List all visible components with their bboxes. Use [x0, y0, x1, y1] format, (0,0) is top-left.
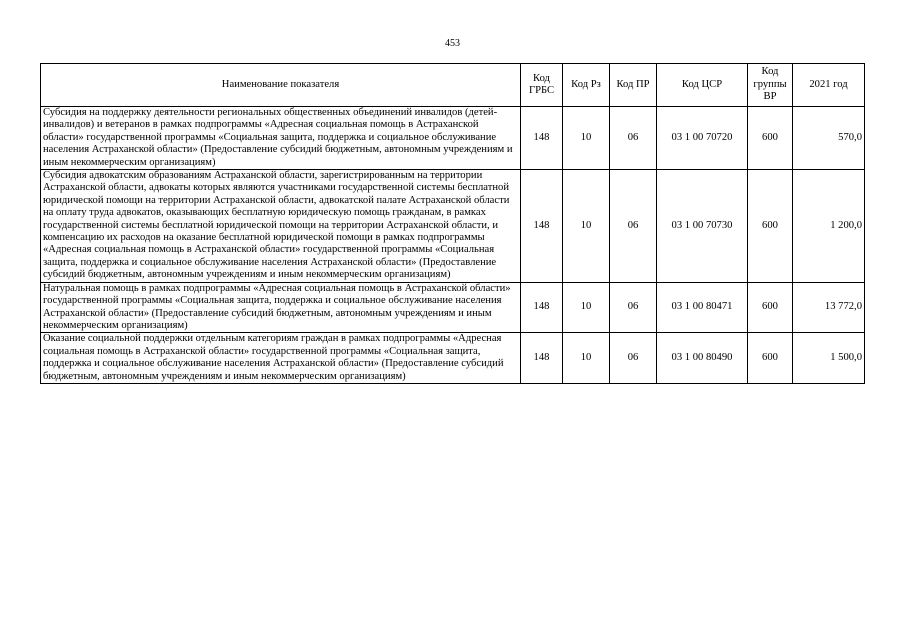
header-name: Наименование показателя	[41, 64, 521, 107]
row-name: Натуральная помощь в рамках подпрограммы «Адресная социальная помощь в Астраханской области» государственной программы «Социальная защита, поддержка и социальное обслуживание населения Астраханской области» (Предоставление субсидий бюджетным, автономным учреждениям и иным некоммерческим организациям)	[41, 282, 521, 333]
row-amount: 1 500,0	[793, 333, 865, 384]
row-name: Субсидия адвокатским образованиям Астраханской области, зарегистрированным на территории Астраханской области, адвокаты которых являются участниками государственной системы бесплатной юридической помощи на территории Астраханской области, адвокатской палате Астраханской области на оплату труда адвокатов, оказывающих бесплатную юридическую помощь гражданам, в рамках государственной системы бесплатной юридической помощи на территории Астраханской области, и компенсацию их расходов на оказание бесплатной юридической помощи в рамках подпрограммы «Адресная социальная помощь в Астраханской области» государственной программы «Социальная защита, поддержка и социальное обслуживание населения Астраханской области» (Предоставление субсидий бюджетным, автономным учреждениям и иным некоммерческим организациям)	[41, 170, 521, 283]
header-vr: Код группы ВР	[748, 64, 793, 107]
budget-table	[40, 63, 865, 384]
row-name: Оказание социальной поддержки отдельным категориям граждан в рамках подпрограммы «Адресная социальная помощь в Астраханской области» государственной программы «Социальная защита, поддержка и социальное обслуживание населения Астраханской области» (Предоставление субсидий бюджетным, автономным учреждениям и иным некоммерческим организациям)	[41, 333, 521, 384]
row-vr: 600	[748, 333, 793, 384]
table-row	[41, 282, 865, 333]
row-amount: 13 772,0	[793, 282, 865, 333]
row-name: Субсидия на поддержку деятельности региональных общественных объединений инвалидов (детей-инвалидов) и ветеранов в рамках подпрограммы «Адресная социальная помощь в Астраханской области» государственной программы «Социальная защита, поддержка и социальное обслуживание населения Астраханской области» (Предоставление субсидий бюджетным, автономным учреждениям и иным некоммерческим организациям)	[41, 107, 521, 170]
row-rz: 10	[563, 333, 610, 384]
table-row	[41, 170, 865, 283]
row-pr: 06	[610, 282, 657, 333]
row-grbs: 148	[521, 333, 563, 384]
row-vr: 600	[748, 170, 793, 283]
header-row	[41, 64, 865, 107]
header-rz: Код Рз	[563, 64, 610, 107]
header-csr: Код ЦСР	[657, 64, 748, 107]
row-grbs: 148	[521, 170, 563, 283]
row-rz: 10	[563, 107, 610, 170]
row-csr: 03 1 00 80490	[657, 333, 748, 384]
page-number: 453	[445, 38, 460, 49]
row-grbs: 148	[521, 282, 563, 333]
header-year: 2021 год	[793, 64, 865, 107]
row-amount: 1 200,0	[793, 170, 865, 283]
table-row	[41, 107, 865, 170]
row-pr: 06	[610, 333, 657, 384]
row-vr: 600	[748, 107, 793, 170]
table-body	[41, 107, 865, 384]
table-row	[41, 333, 865, 384]
row-csr: 03 1 00 70730	[657, 170, 748, 283]
row-csr: 03 1 00 70720	[657, 107, 748, 170]
header-pr: Код ПР	[610, 64, 657, 107]
row-grbs: 148	[521, 107, 563, 170]
row-pr: 06	[610, 170, 657, 283]
row-amount: 570,0	[793, 107, 865, 170]
row-csr: 03 1 00 80471	[657, 282, 748, 333]
header-grbs: Код ГРБС	[521, 64, 563, 107]
row-pr: 06	[610, 107, 657, 170]
row-rz: 10	[563, 170, 610, 283]
row-vr: 600	[748, 282, 793, 333]
table-header	[41, 64, 865, 107]
row-rz: 10	[563, 282, 610, 333]
